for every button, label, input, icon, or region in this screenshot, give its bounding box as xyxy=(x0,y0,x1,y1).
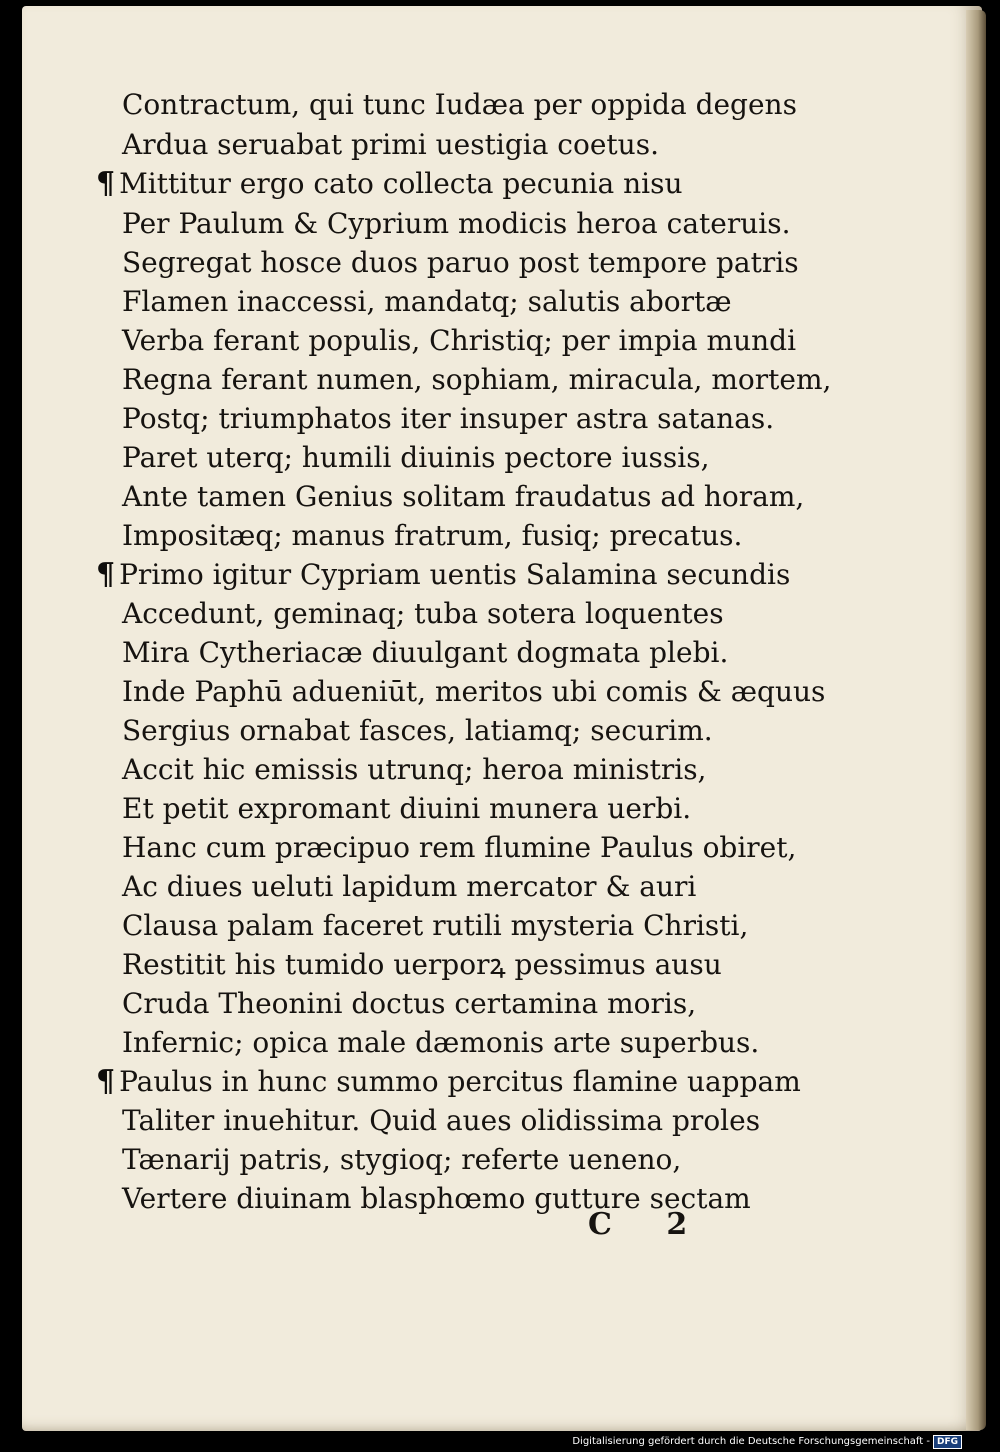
text-line: Et petit expromant diuini munera uerbi. xyxy=(122,792,692,825)
text-line: ¶ Primo igitur Cypriam uentis Salamina secundis xyxy=(96,557,791,592)
text-line: Ardua seruabat primi uestigia coetus. xyxy=(122,128,659,161)
pilcrow-mark: ¶ xyxy=(96,1064,116,1099)
text-line: Sergius ornabat fasces, latiamq; securim. xyxy=(122,714,713,747)
page-edge xyxy=(966,10,986,1430)
text-line: ¶ Mittitur ergo cato collecta pecunia nisu xyxy=(96,166,683,201)
text-line: Per Paulum & Cyprium modicis heroa cateruis. xyxy=(122,207,791,240)
pilcrow-mark: ¶ xyxy=(96,557,116,592)
text-line: Mira Cytheriacæ diuulgant dogmata plebi. xyxy=(122,636,729,669)
text-line: Taliter inuehitur. Quid aues olidissima proles xyxy=(122,1104,761,1137)
text-line: Ac diues ueluti lapidum mercator & auri xyxy=(122,870,697,903)
text-line: Hanc cum præcipuo rem flumine Paulus obiret, xyxy=(122,831,797,864)
text-line: Accedunt, geminaq; tuba sotera loquentes xyxy=(122,597,724,630)
text-line: Verba ferant populis, Christiq; per impia mundi xyxy=(122,324,797,357)
text-line: Tænarij patris, stygioq; referte ueneno, xyxy=(122,1143,682,1176)
text-line: Postq; triumphatos iter insuper astra satanas. xyxy=(122,402,775,435)
text-line: Ante tamen Genius solitam fraudatus ad horam, xyxy=(122,480,805,513)
footer-text: Digitalisierung gefördert durch die Deutsche Forschungsgemeinschaft - xyxy=(572,1436,930,1447)
text-line: Cruda Theonini doctus certamina moris, xyxy=(122,987,697,1020)
text-line: Flamen inaccessi, mandatq; salutis abortæ xyxy=(122,285,732,318)
pilcrow-mark: ¶ xyxy=(96,166,116,201)
text-line: Clausa palam faceret rutili mysteria Christi, xyxy=(122,909,749,942)
text-line: ¶ Paulus in hunc summo percitus flamine uappam xyxy=(96,1064,801,1099)
text-line: Regna ferant numen, sophiam, miracula, mortem, xyxy=(122,363,832,396)
text-line: Inde Paphū adueniūt, meritos ubi comis & æquus xyxy=(122,675,826,708)
dfg-logo-icon: DFG xyxy=(933,1435,962,1449)
text-line: Infernic; opica male dæmonis arte superbus. xyxy=(122,1026,760,1059)
text-line: Impositæq; manus fratrum, fusiq; precatus. xyxy=(122,519,743,552)
digitization-footer xyxy=(572,1434,962,1450)
signature-mark: C 2 xyxy=(588,1207,710,1242)
text-line: Segregat hosce duos paruo post tempore patris xyxy=(122,246,799,279)
text-line: Restitit his tumido uerporꝝ pessimus ausu xyxy=(122,948,722,981)
text-line: Contractum, qui tunc Iudæa per oppida degens xyxy=(122,88,797,121)
text-line: Paret uterq; humili diuinis pectore iussis, xyxy=(122,441,710,474)
text-line: Accit hic emissis utrunq; heroa ministris, xyxy=(122,753,707,786)
text-line: Vertere diuinam blasphœmo gutture sectam xyxy=(122,1182,751,1215)
